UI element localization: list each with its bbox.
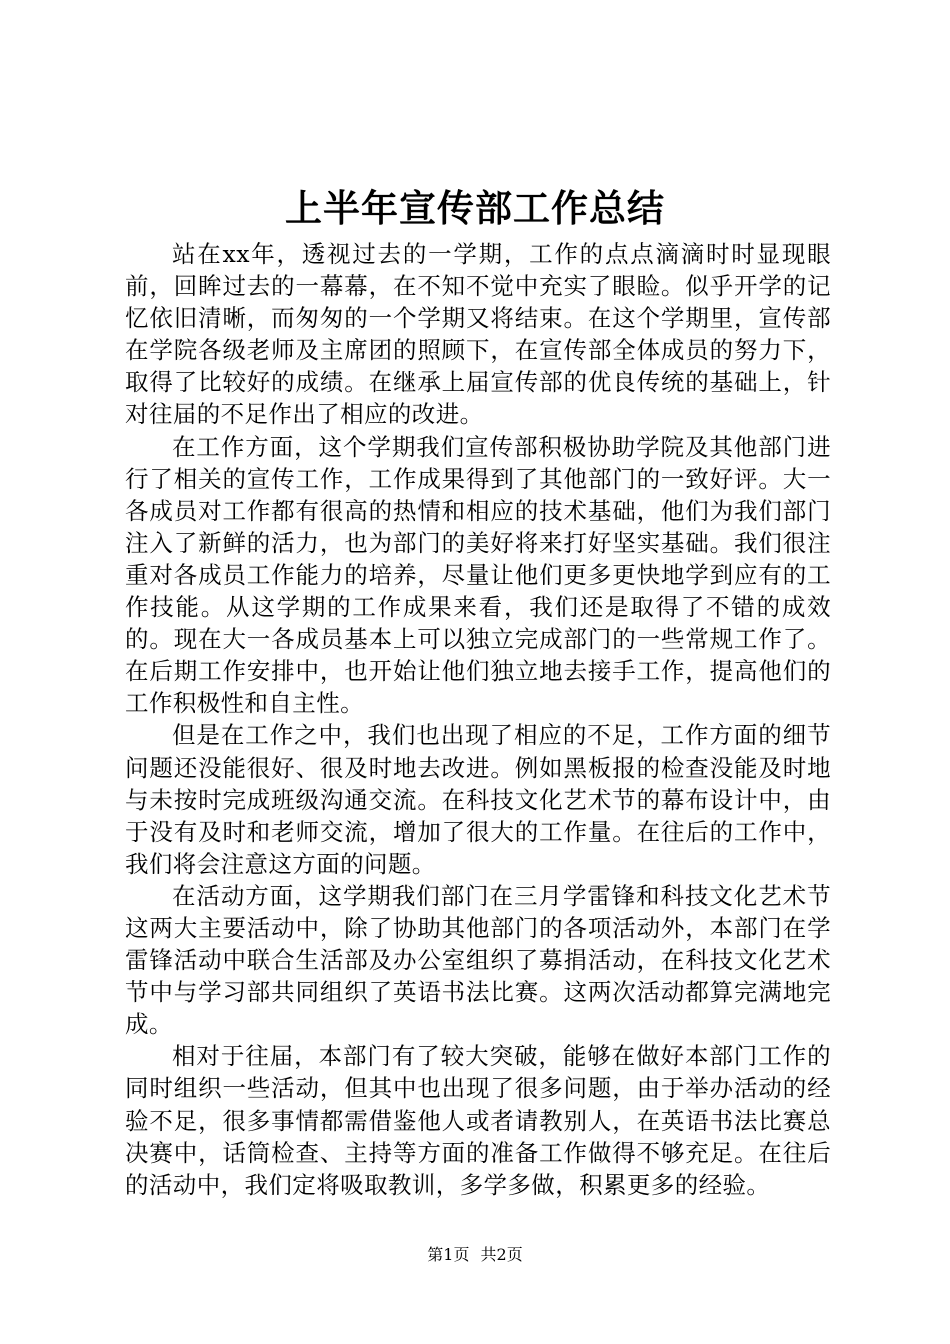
document-title: 上半年宣传部工作总结: [285, 186, 665, 230]
paragraph: 在活动方面，这学期我们部门在三月学雷锋和科技文化艺术节这两大主要活动中，除了协助其他部门的各项活动外，本部门在学雷锋活动中联合生活部及办公室组织了募捐活动，在科技文化艺术节中与学习部共同组织了英语书法比赛。这两次活动都算完满地完成。: [125, 881, 831, 1039]
paragraph: 站在xx年，透视过去的一学期，工作的点点滴滴时时显现眼前，回眸过去的一幕幕，在不知不觉中充实了眼睑。似乎开学的记忆依旧清晰，而匆匆的一个学期又将结束。在这个学期里，宣传部在学院各级老师及主席团的照顾下，在宣传部全体成员的努力下，取得了比较好的成绩。在继承上届宣传部的优良传统的基础上，针对往届的不足作出了相应的改进。: [125, 240, 831, 429]
page-number-total: 共2页: [480, 1245, 523, 1264]
page-footer: [0, 1244, 950, 1266]
page-number-current: 第1页: [427, 1245, 470, 1264]
document-body: [125, 238, 831, 1201]
paragraph: 在工作方面，这个学期我们宣传部积极协助学院及其他部门进行了相关的宣传工作，工作成果得到了其他部门的一致好评。大一各成员对工作都有很高的热情和相应的技术基础，他们为我们部门注入了新鲜的活力，也为部门的美好将来打好坚实基础。我们很注重对各成员工作能力的培养，尽量让他们更多更快地学到应有的工作技能。从这学期的工作成果来看，我们还是取得了不错的成效的。现在大一各成员基本上可以独立完成部门的一些常规工作了。在后期工作安排中，也开始让他们独立地去接手工作，提高他们的工作积极性和自主性。: [125, 432, 831, 718]
paragraph: 相对于往届，本部门有了较大突破，能够在做好本部门工作的同时组织一些活动，但其中也出现了很多问题，由于举办活动的经验不足，很多事情都需借鉴他人或者请教别人，在英语书法比赛总决赛中，话筒检查、主持等方面的准备工作做得不够充足。在往后的活动中，我们定将吸取教训，多学多做，积累更多的经验。: [125, 1042, 831, 1199]
paragraph: 但是在工作之中，我们也出现了相应的不足，工作方面的细节问题还没能很好、很及时地去改进。例如黑板报的检查没能及时地与未按时完成班级沟通交流。在科技文化艺术节的幕布设计中，由于没有及时和老师交流，增加了很大的工作量。在往后的工作中，我们将会注意这方面的问题。: [125, 721, 831, 878]
